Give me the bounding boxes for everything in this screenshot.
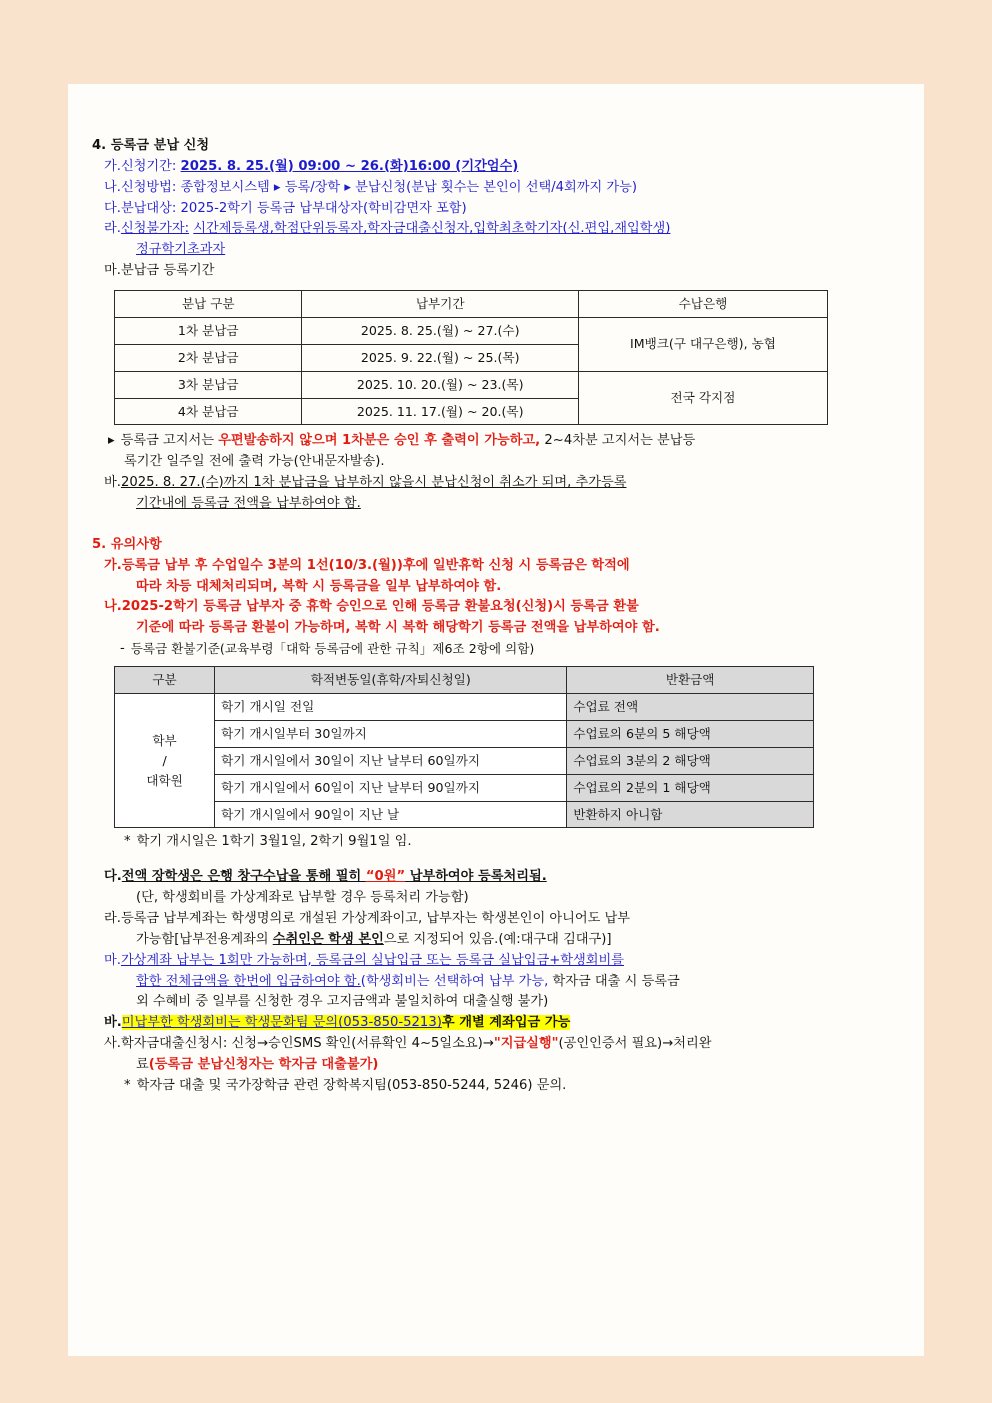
footnote-text: 학자금 대출 및 국가장학금 관련 장학복지팀(053-850-5244, 5246) 문의. <box>136 1077 567 1093</box>
item-marker: 가. <box>104 557 122 573</box>
cell-change-date: 학기 개시일 전일 <box>215 693 567 720</box>
item-subtext: (단, 학생회비를 가상계좌로 납부할 경우 등록처리 가능함) <box>136 890 469 906</box>
section-4-item-ra <box>104 219 904 240</box>
column-header-change-date: 학적변동일(휴학/자퇴신청일) <box>215 667 567 694</box>
section-4-item-da <box>104 199 904 220</box>
item-text-3: 료 <box>136 1057 149 1072</box>
cell-change-date: 학기 개시일부터 30일까지 <box>215 720 567 747</box>
table-header-row <box>115 291 828 318</box>
cell-change-date: 학기 개시일에서 60일이 지난 날부터 90일까지 <box>215 774 567 801</box>
column-header-division: 구분 <box>115 667 215 694</box>
item-marker: 나. <box>104 179 121 195</box>
cell-division-label <box>115 693 215 827</box>
table-row <box>115 720 814 747</box>
section-5-item-da <box>104 867 904 888</box>
cell-period: 2025. 9. 22.(월) ~ 25.(목) <box>302 344 578 371</box>
item-marker: 다. <box>104 200 121 216</box>
section-5-item-ma-cont2 <box>136 992 904 1013</box>
table-row <box>115 801 814 828</box>
item-marker: 라. <box>104 221 121 237</box>
cell-refund-amount: 수업료의 3분의 2 해당액 <box>567 747 814 774</box>
table-row <box>115 371 828 398</box>
column-header-division: 분납 구분 <box>115 291 302 318</box>
table-row <box>115 774 814 801</box>
section-5-item-ma <box>104 951 904 972</box>
section-5-item-ra-cont <box>136 930 904 951</box>
column-header-period: 납부기간 <box>302 291 578 318</box>
section-4-item-ga <box>104 157 904 178</box>
item-label: 분납금 등록기간 <box>120 263 215 279</box>
item-text-no-loan: (등록금 분납신청자는 학자금 대출불가) <box>148 1057 379 1072</box>
refund-basis-line <box>120 639 904 660</box>
item-marker: 사. <box>104 1036 121 1052</box>
item-value-cont: 따라 차등 대체처리되며, 복학 시 등록금을 일부 납부하여야 함. <box>136 578 502 594</box>
section-4-item-ba-cont <box>136 494 904 515</box>
section-5-item-ga <box>104 556 904 577</box>
item-text-1: 가능함[납부전용계좌의 <box>136 931 273 947</box>
item-text-zero-won: “0원” <box>365 869 406 885</box>
cell-refund-amount: 반환하지 아니함 <box>567 801 814 828</box>
table-row <box>115 317 828 344</box>
section-5-item-ma-cont1 <box>136 972 904 993</box>
item-marker: 바. <box>104 475 121 491</box>
item-label: 신청불가자: <box>120 221 190 237</box>
cell-refund-amount: 수업료의 2분의 1 해당액 <box>567 774 814 801</box>
item-label: 분납대상: <box>120 200 177 216</box>
table-header-row <box>115 667 814 694</box>
item-text-highlight-1: 미납부한 학생회비는 학생문화팀 문의(053-850-5213) <box>121 1015 442 1031</box>
notice-bullet-invoice-cont <box>124 452 904 473</box>
section-4-item-na <box>104 178 904 199</box>
installment-schedule-table <box>114 290 828 425</box>
cell-refund-amount: 수업료 전액 <box>567 693 814 720</box>
asterisk-marker: * <box>124 1077 131 1093</box>
notice-text-emphasis: 우편발송하지 않으며 1차분은 승인 후 출력이 가능하고, <box>218 433 541 449</box>
section-5-title: 5. 유의사항 <box>92 536 162 552</box>
item-text-2: 납부하여야 등록처리됨. <box>405 869 547 885</box>
cell-division: 4차 분납금 <box>115 398 302 425</box>
section-5-item-ra <box>104 909 904 930</box>
cell-period: 2025. 8. 25.(월) ~ 27.(수) <box>302 317 578 344</box>
item-text-1: 합한 전체금액을 한번에 입금하여야 함. <box>136 973 361 989</box>
section-5-item-na-cont <box>136 618 904 639</box>
cell-bank-branch: 전국 각지점 <box>578 371 827 425</box>
section-5-item-da-sub <box>136 888 904 909</box>
division-line-3: 대학원 <box>146 772 183 788</box>
item-text-1: 전액 장학생은 은행 창구수납을 통해 필히 <box>121 869 366 885</box>
notice-text-2: 2~4차분 고지서는 분납등 <box>540 433 696 449</box>
item-label: 신청방법: <box>120 179 177 195</box>
item-value: 등록금 납부 후 수업일수 3분의 1선(10/3.(월))후에 일반휴학 신청 시 등록금은 학적에 <box>121 557 630 573</box>
item-text-3: 학자금 대출 시 등록금 <box>548 973 680 989</box>
cell-period: 2025. 10. 20.(월) ~ 23.(목) <box>302 371 578 398</box>
item-value: 정규학기초과자 <box>136 242 226 258</box>
document-content <box>92 134 904 1097</box>
section-4-item-ra-cont <box>136 240 904 261</box>
notice-text-1: 등록금 고지서는 <box>120 433 219 449</box>
item-marker: 마. <box>104 263 121 279</box>
cell-change-date: 학기 개시일에서 30일이 지난 날부터 60일까지 <box>215 747 567 774</box>
item-marker: 나. <box>104 599 122 615</box>
refund-basis-text: 등록금 환불기준(교육부령「대학 등록금에 관한 규칙」제6조 2항에 의함) <box>130 641 535 657</box>
item-marker: 마. <box>104 952 121 968</box>
column-header-bank: 수납은행 <box>578 291 827 318</box>
item-value: 시간제등록생,학점단위등록자,학자금대출신청자,입학최초학기자(신.편입,재입학생) <box>193 221 671 237</box>
item-text-1: 학자금대출신청시: 신청→승인SMS 확인(서류확인 4~5일소요)→ <box>120 1036 494 1052</box>
item-value: 2025. 8. 25.(월) 09:00 ~ 26.(화)16:00 (기간엄수) <box>180 158 519 174</box>
item-text-execute: "지급실행" <box>493 1036 559 1052</box>
table2-footnote <box>124 832 904 853</box>
item-marker: 다. <box>104 869 122 885</box>
dash-marker: - <box>120 641 125 657</box>
table-row <box>115 693 814 720</box>
table-row <box>115 747 814 774</box>
item-label: 신청기간: <box>120 158 177 174</box>
section-4-title: 4. 등록금 분납 신청 <box>92 138 210 153</box>
division-line-2: / <box>162 752 167 768</box>
item-text-4: 외 수혜비 중 일부를 신청한 경우 고지금액과 불일치하여 대출실행 불가) <box>136 994 549 1010</box>
item-value: 2025-2학기 등록금 납부자 중 휴학 승인으로 인해 등록금 환불요청(신청)시 등록금 환불 <box>121 599 639 615</box>
item-value: 등록금 납부계좌는 학생명의로 개설된 가상계좌이고, 납부자는 학생본인이 아니어도 납부 <box>120 910 631 926</box>
footnote-text: 학기 개시일은 1학기 3월1일, 2학기 9월1일 임. <box>136 834 412 850</box>
cell-refund-amount: 수업료의 6분의 5 해당액 <box>567 720 814 747</box>
item-value: 2025. 8. 27.(수)까지 1차 분납금을 납부하지 않을시 분납신청이 취소가 되며, 추가등록 <box>120 475 627 491</box>
cell-bank-name: IM뱅크(구 대구은행), 농협 <box>578 317 827 371</box>
item-value-cont: 기간내에 등록금 전액을 납부하여야 함. <box>136 496 361 512</box>
section-4-item-ba <box>104 473 904 494</box>
item-text-recipient: 수취인은 학생 본인 <box>272 931 384 947</box>
section-4-item-ma <box>104 261 904 282</box>
section-5-item-na <box>104 597 904 618</box>
asterisk-marker: * <box>124 834 131 850</box>
item-text-highlight-2: 후 개별 계좌입금 가능 <box>441 1015 571 1031</box>
section-5-item-sa <box>104 1034 904 1055</box>
triangle-bullet-icon: ▸ <box>108 433 115 449</box>
column-header-refund-amount: 반환금액 <box>567 667 814 694</box>
notice-text-3: 록기간 일주일 전에 출력 가능(안내문자발송). <box>124 454 385 470</box>
item-marker: 라. <box>104 910 121 926</box>
section-5-footnote <box>124 1076 904 1097</box>
item-value-cont: 기준에 따라 등록금 환불이 가능하며, 복학 시 복학 해당학기 등록금 전액을 납부하여야 함. <box>136 620 660 636</box>
item-marker: 바. <box>104 1015 122 1031</box>
item-marker: 가. <box>104 158 121 174</box>
cell-period: 2025. 11. 17.(월) ~ 20.(목) <box>302 398 578 425</box>
section-5-item-sa-cont <box>136 1055 904 1076</box>
division-line-1: 학부 <box>152 732 177 748</box>
item-text-2: (학생회비는 선택하여 납부 가능, <box>360 973 549 989</box>
document-page <box>68 84 924 1356</box>
cell-change-date: 학기 개시일에서 90일이 지난 날 <box>215 801 567 828</box>
cell-division: 1차 분납금 <box>115 317 302 344</box>
refund-standard-table <box>114 666 814 828</box>
cell-division: 2차 분납금 <box>115 344 302 371</box>
cell-division: 3차 분납금 <box>115 371 302 398</box>
item-value: 가상계좌 납부는 1회만 가능하며, 등록금의 실납입금 또는 등록금 실납입금+학생회비를 <box>120 952 624 968</box>
item-text-2: (공인인증서 필요)→처리완 <box>558 1036 712 1052</box>
notice-bullet-invoice <box>108 431 904 452</box>
section-5-item-ga-cont <box>136 577 904 598</box>
section-5-item-ba <box>104 1013 904 1034</box>
item-value: 2025-2학기 등록금 납부대상자(학비감면자 포함) <box>180 200 467 216</box>
item-text-2: 으로 지정되어 있음.(예:대구대 김대구)] <box>383 931 612 947</box>
item-value: 종합정보시스템 ▸ 등록/장학 ▸ 분납신청(분납 횟수는 본인이 선택/4회까지 가능) <box>180 179 638 195</box>
